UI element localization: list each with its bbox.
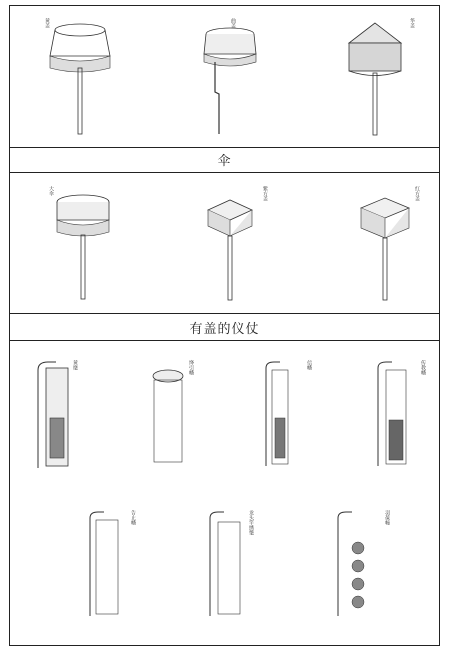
parasol-illustration-1 [48,190,118,302]
illustration-label: 传教幡 [420,360,426,375]
illustration-label: 告止幡 [130,510,136,525]
banner-illustration-7 [334,508,379,620]
illustration-label: 羽葆幢 [384,510,390,525]
square-canopy-illustration-1 [200,192,260,302]
illustration-label: 大伞 [48,186,54,196]
umbrella-illustration-1 [40,18,120,138]
divider [9,172,440,173]
divider [9,313,440,314]
illustration-label: 黄麾 [72,360,78,370]
banner-illustration-2 [146,358,194,468]
illustration-label: 红方盖 [414,186,420,201]
illustration-label: 龙头竿绣氅 [248,510,254,535]
square-canopy-illustration-2 [355,192,415,302]
illustration-label: 信幡 [306,360,312,370]
umbrella-illustration-2 [195,22,265,137]
divider [9,340,440,341]
divider [9,147,440,148]
section-caption: 有盖的仪仗 [189,322,260,337]
umbrella-illustration-3 [335,18,415,138]
illustration-label: 黄盖 [44,18,50,28]
banner-illustration-6 [206,508,246,620]
banner-illustration-1 [32,358,82,473]
illustration-label: 紫方盖 [262,186,268,201]
illustration-label: 华盖 [409,18,415,28]
illustration-label: 曲盖 [230,18,236,28]
illustration-label: 绛引幡 [188,360,194,375]
section-caption: 伞 [217,154,232,169]
banner-illustration-4 [374,358,419,470]
banner-illustration-3 [262,358,302,470]
banner-illustration-5 [86,508,126,620]
